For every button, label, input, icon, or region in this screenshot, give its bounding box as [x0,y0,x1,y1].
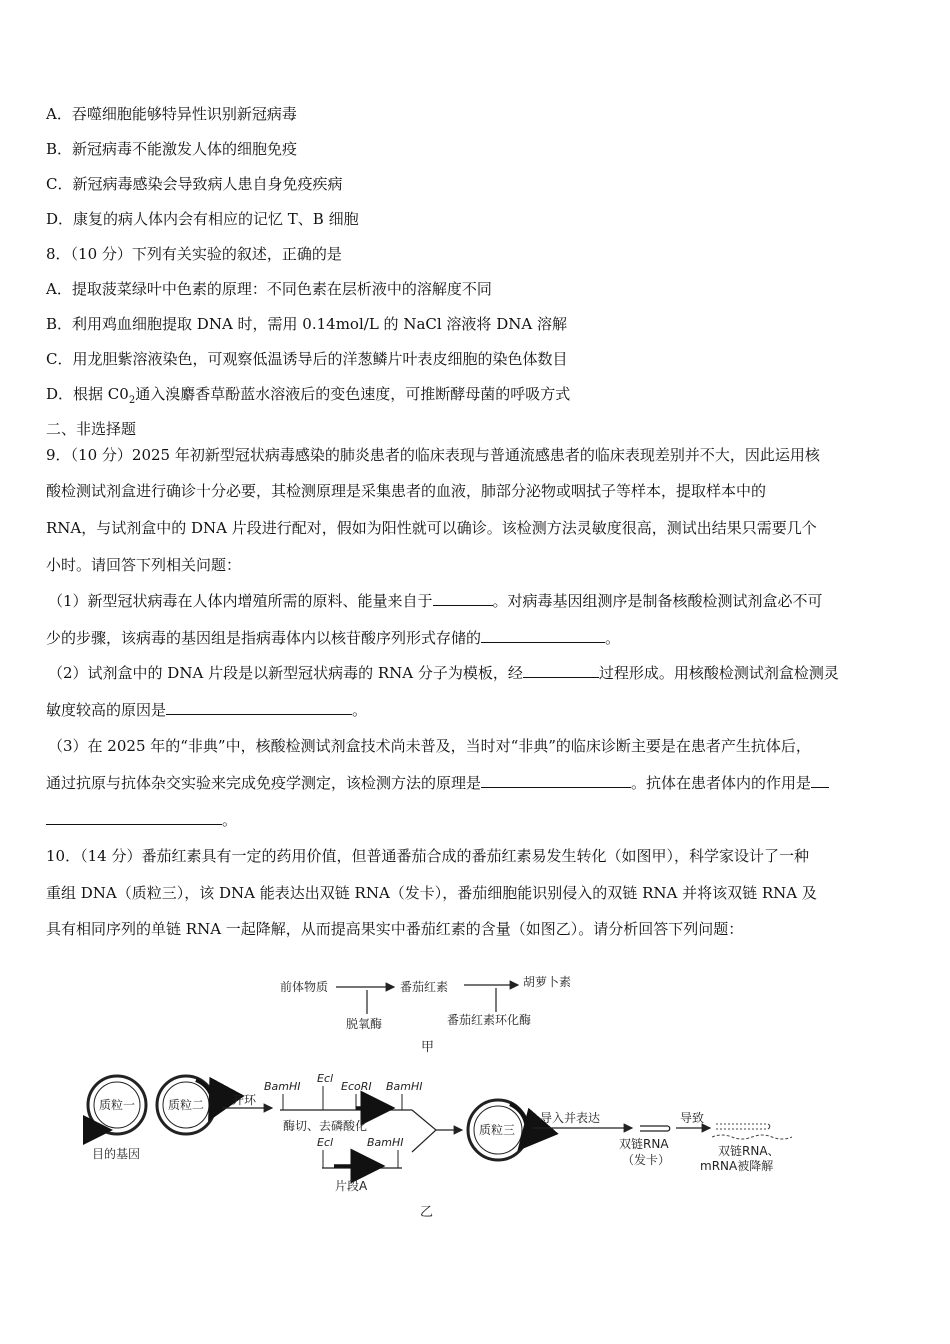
plasmid-one-label: 质粒一 [99,1098,136,1112]
q7-option-a: A．吞噬细胞能够特异性识别新冠病毒 [46,105,297,123]
ecl-label-1: Ecl [317,1072,334,1085]
q8-option-d: D．根据 $C0_2$通入溴麝香草酚蓝水溶液后的变色速度，可推断酵母菌的呼吸方式 [46,385,571,406]
q9-stem-line4: 小时。请回答下列相关问题： [46,556,242,574]
q7-option-c: C．新冠病毒感染会导致病人患自身免疫疾病 [46,175,343,193]
jia-carotene: 胡萝卜素 [523,975,572,989]
q10-stem-line1: 10．（14 分）番茄红素具有一定的药用价值，但普通番茄合成的番茄红素易发生转化（如图甲），科学家设计了一种 [46,847,809,865]
q8-option-b: B．利用鸡血细胞提取 DNA 时，需用 0.14mol/L 的 NaCl 溶液将 DNA 溶解 [46,315,567,333]
target-gene-label: 目的基因 [92,1147,141,1161]
q8-stem: 8．（10 分）下列有关实验的叙述，正确的是 [46,245,342,263]
q9-part3-line1: （3）在 2025 年的“非典”中，核酸检测试剂盒技术尚未普及，当时对“非典”的临床诊断主要是在患者产生抗体后， [48,737,811,755]
q9-part3-line2: 通过抗原与抗体杂交实验来完成免疫学测定，该检测方法的原理是 。抗体在患者体内的作用是 [46,773,829,793]
figure-jia [280,974,571,1055]
plasmid-one [88,1076,146,1161]
q9-part1-line1: （1）新型冠状病毒在人体内增殖所需的原料、能量来自于 。对病毒基因组测序是制备核酸检测试剂盒必不可 [48,592,823,610]
q10-stem-line2: 重组 DNA（质粒三），该 DNA 能表达出双链 RNA（发卡），番茄细胞能识别侵入的双链 RNA 并将该双链 RNA 及 [46,884,817,902]
bamhi-label-2: BamHⅠ [386,1080,423,1093]
figure-yi [88,1072,792,1220]
degraded-label-1: 双链RNA、 [718,1144,780,1158]
jia-cyclase: 番茄红素环化酶 [447,1013,532,1027]
plasmid-three-label: 质粒三 [479,1123,516,1137]
q9-part2-line2: 敏度较高的原因是 。 [46,701,368,719]
q8-option-a: A．提取菠菜绿叶中色素的原理：不同色素在层析液中的溶解度不同 [46,280,492,298]
jia-label: 甲 [421,1040,435,1055]
degraded-label-2: mRNA被降解 [700,1159,774,1173]
import-express-label: 导入并表达 [540,1111,601,1125]
q7-option-d: D．康复的病人体内会有相应的记忆 T、B 细胞 [46,210,359,228]
fragment-a-label: 片段A [335,1179,368,1193]
jia-lycopene: 番茄红素 [400,980,449,994]
q9-part3-line3: 。 [46,810,237,830]
q9-stem-line2: 酸检测试剂盒进行确诊十分必要，其检测原理是采集患者的血液，肺部分泌物或咽拭子等样本，提取样本中的 [46,482,767,500]
plasmid-two-label: 质粒二 [168,1098,205,1112]
dsrna-label: 双链RNA [619,1137,669,1151]
yi-label: 乙 [420,1205,434,1220]
q9-part1-line2: 少的步骤，该病毒的基因组是指病毒体内以核苷酸序列形式存储的 。 [46,629,621,647]
jia-precursor: 前体物质 [280,980,329,994]
degraded-rna [712,1124,792,1139]
section-header: 二、非选择题 [46,420,137,438]
leads-to-label: 导致 [680,1111,705,1125]
q9-part2-line1: （2）试剂盒中的 DNA 片段是以新型冠状病毒的 RNA 分子为模板，经 过程形成。用核酸检测试剂盒检测灵 [48,664,839,682]
ecori-label: EcoRⅠ [341,1080,372,1093]
q9-stem-line3: RNA，与试剂盒中的 DNA 片段进行配对，假如为阳性就可以确诊。该检测方法灵敏度很高，测试出结果只需要几个 [46,519,817,537]
open-ring-label: 开环 [232,1093,257,1107]
hairpin-rna [640,1126,670,1131]
q10-stem-line3: 具有相同序列的单链 RNA 一起降解，从而提高果实中番茄红素的含量（如图乙）。请分析回答下列问题： [46,920,744,938]
q9-stem-line1: 9．（10 分）2025 年初新型冠状病毒感染的肺炎患者的临床表现与普通流感患者的临床表现差别并不大，因此运用核 [46,446,820,464]
plasmid-two [157,1076,215,1134]
jia-desaturase: 脱氧酶 [346,1017,383,1031]
hairpin-label: （发卡） [622,1153,671,1167]
ligation-bracket [412,1110,436,1152]
cut-step-label: 酶切、去磷酸化 [283,1119,368,1133]
q7-option-b: B．新冠病毒不能激发人体的细胞免疫 [46,140,298,158]
bamhi-label-1: BamHⅠ [264,1080,301,1093]
plasmid-three [468,1100,528,1160]
q8-option-c: C．用龙胆紫溶液染色，可观察低温诱导后的洋葱鳞片叶表皮细胞的染色体数目 [46,350,568,368]
bamhi-label-3: BamHⅠ [367,1136,404,1149]
ecl-label-2: Ecl [317,1136,334,1149]
